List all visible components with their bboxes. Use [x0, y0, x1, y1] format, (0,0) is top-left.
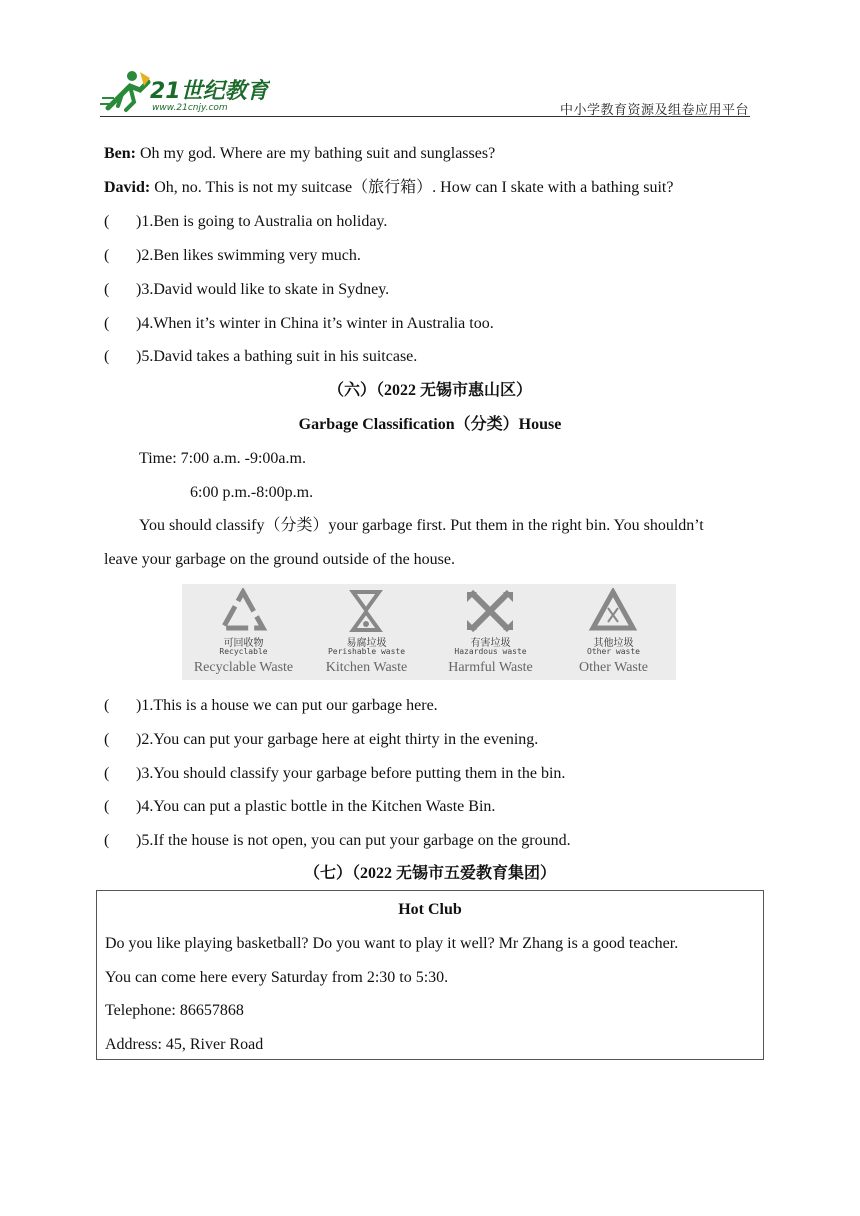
dialog-line	[104, 178, 673, 198]
club-title: Hot Club	[398, 901, 462, 918]
platform-name: 中小学教育资源及组卷应用平台	[559, 103, 749, 118]
question-text: )2.Ben likes swimming very much.	[136, 247, 361, 264]
hazard-icon	[465, 588, 515, 634]
question-item	[104, 730, 538, 750]
club-address: Address: 45, River Road	[105, 1036, 264, 1053]
answer-blank[interactable]: (	[104, 731, 110, 748]
garbage-bins-image	[182, 584, 676, 680]
question-item	[104, 764, 565, 784]
time-line: Time: 7:00 a.m. -9:00a.m.	[139, 450, 306, 467]
dialog-text: Oh, no. This is not my suitcase（旅行箱）. How can I skate with a bathing suit?	[150, 179, 674, 196]
question-text: )1.This is a house we can put our garbage here.	[136, 697, 438, 714]
bin-cn-label: 可回收物	[223, 638, 264, 649]
bin-other	[552, 584, 675, 680]
header-divider	[100, 116, 750, 117]
bin-label: Other Waste	[579, 660, 648, 675]
question-item	[104, 797, 495, 817]
club-text: Do you like playing basketball? Do you want to play it well? Mr Zhang is a good teacher.	[105, 935, 679, 952]
question-text: )4.You can put a plastic bottle in the Kitchen Waste Bin.	[136, 798, 496, 815]
runner-icon	[100, 71, 150, 110]
question-item	[104, 314, 494, 334]
bin-label: Kitchen Waste	[325, 660, 408, 675]
hot-club-box	[96, 890, 764, 1060]
bin-en-label: Perishable waste	[327, 647, 406, 656]
section-heading: （六）（2022 无锡市惠山区）	[327, 382, 532, 399]
dialog-text: Oh my god. Where are my bathing suit and sunglasses?	[136, 145, 496, 162]
question-item	[104, 696, 438, 716]
answer-blank[interactable]: (	[104, 798, 110, 815]
speaker: David:	[104, 179, 151, 196]
dialog-line	[104, 144, 495, 164]
question-item	[104, 212, 387, 232]
question-text: )3.David would like to skate in Sydney.	[136, 281, 390, 298]
logo-text: 21世纪教育	[150, 79, 269, 104]
question-item	[104, 246, 361, 266]
page-header	[0, 0, 860, 118]
bin-harmful	[429, 584, 552, 680]
answer-blank[interactable]: (	[104, 281, 110, 298]
section-title: Garbage Classification（分类）House	[298, 416, 562, 433]
question-item	[104, 280, 389, 300]
logo	[100, 68, 270, 114]
question-text: )1.Ben is going to Australia on holiday.	[136, 213, 388, 230]
bin-label: Recyclable Waste	[193, 660, 294, 675]
answer-blank[interactable]: (	[104, 247, 110, 264]
recycle-icon	[218, 588, 268, 634]
club-text: You can come here every Saturday from 2:30 to 5:30.	[105, 969, 449, 986]
answer-blank[interactable]: (	[104, 348, 110, 365]
answer-blank[interactable]: (	[104, 832, 110, 849]
bin-cn-label: 其他垃圾	[593, 638, 634, 649]
bin-kitchen	[305, 584, 428, 680]
logo-url: www.21cnjy.com	[152, 103, 228, 113]
hourglass-icon	[341, 588, 391, 634]
answer-blank[interactable]: (	[104, 697, 110, 714]
answer-blank[interactable]: (	[104, 765, 110, 782]
paragraph-line: You should classify（分类）your garbage first. Put them in the right bin. You shouldn’t	[139, 517, 704, 534]
club-telephone: Telephone: 86657868	[105, 1002, 244, 1019]
triangle-icon	[588, 588, 638, 634]
question-item	[104, 831, 571, 851]
answer-blank[interactable]: (	[104, 213, 110, 230]
paragraph-line: leave your garbage on the ground outside of the house.	[104, 551, 456, 568]
bin-en-label: Other waste	[587, 647, 640, 656]
question-text: )5.David takes a bathing suit in his suitcase.	[136, 348, 418, 365]
bin-en-label: Recyclable	[219, 647, 268, 656]
answer-blank[interactable]: (	[104, 315, 110, 332]
bin-cn-label: 有害垃圾	[470, 638, 511, 649]
question-item	[104, 347, 417, 367]
section-heading: （七）（2022 无锡市五爱教育集团）	[303, 865, 556, 882]
bin-label: Harmful Waste	[448, 660, 533, 675]
question-text: )4.When it’s winter in China it’s winter in Australia too.	[136, 315, 494, 332]
bin-recyclable	[182, 584, 305, 680]
question-text: )2.You can put your garbage here at eight thirty in the evening.	[136, 731, 539, 748]
speaker: Ben:	[104, 145, 136, 162]
question-text: )5.If the house is not open, you can put your garbage on the ground.	[136, 832, 571, 849]
bin-en-label: Hazardous waste	[454, 647, 527, 656]
bin-cn-label: 易腐垃圾	[346, 638, 387, 649]
question-text: )3.You should classify your garbage before putting them in the bin.	[136, 765, 566, 782]
time-line: 6:00 p.m.-8:00p.m.	[190, 484, 314, 501]
